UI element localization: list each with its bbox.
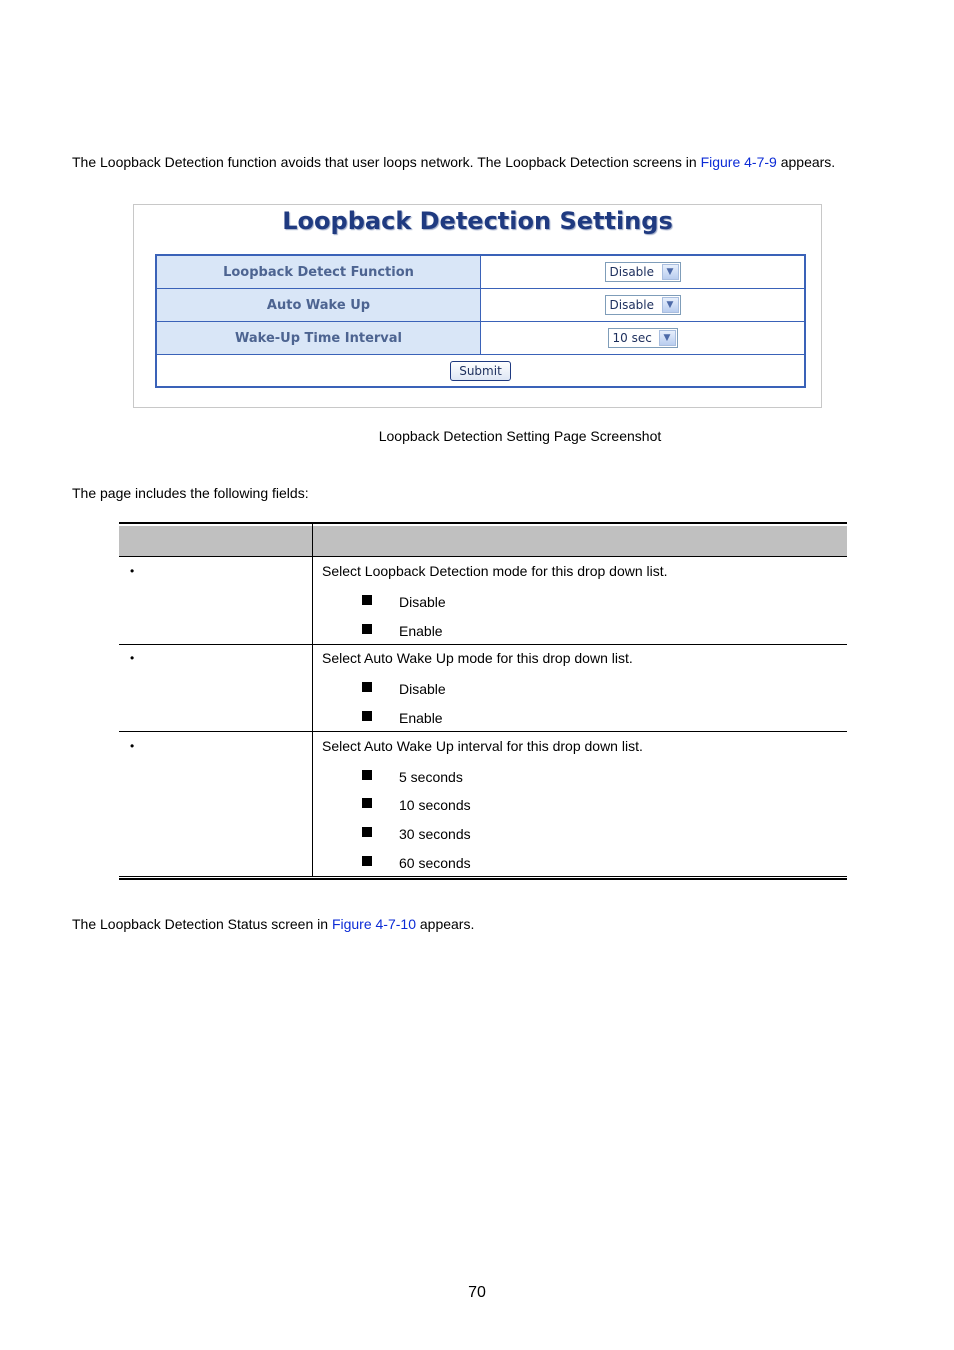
intro-text: The Loopback Detection function avoids that user loops network. The Loopback Detection screens in — [72, 154, 701, 170]
settings-row-auto-wake-up — [157, 289, 804, 322]
submit-button[interactable]: Submit — [450, 361, 511, 381]
square-bullet-icon — [362, 682, 372, 692]
select-value: Disable — [609, 298, 655, 312]
bullet-marker: • — [130, 564, 135, 578]
select-value: 10 sec — [612, 331, 652, 345]
outro-text: The Loopback Detection Status screen in — [72, 916, 332, 932]
table-bottom-rule — [119, 876, 847, 877]
intro-paragraph — [72, 154, 835, 170]
outro-text-end: appears. — [415, 916, 475, 932]
loopback-detect-select[interactable] — [605, 262, 681, 282]
select-value: Disable — [609, 265, 655, 279]
option-item: 60 seconds — [399, 855, 471, 871]
outro-paragraph — [72, 916, 474, 932]
settings-row-loopback-detect — [157, 256, 804, 289]
intro-text-end: appears. — [776, 154, 836, 170]
square-bullet-icon — [362, 827, 372, 837]
option-item: 10 seconds — [399, 797, 471, 813]
row-rule — [119, 731, 847, 732]
page-number: 70 — [468, 1284, 486, 1301]
field-description: Select Loopback Detection mode for this drop down list. — [322, 563, 668, 579]
column-divider — [312, 524, 313, 877]
square-bullet-icon — [362, 595, 372, 605]
field-description: Select Auto Wake Up interval for this drop down list. — [322, 738, 643, 754]
option-item: 5 seconds — [399, 769, 463, 785]
settings-table — [155, 254, 806, 388]
bullet-marker: • — [130, 651, 135, 665]
option-item: Enable — [399, 623, 443, 639]
square-bullet-icon — [362, 856, 372, 866]
submit-row — [157, 355, 804, 386]
header-rule — [119, 556, 847, 557]
figure-link[interactable]: Figure 4-7-10 — [331, 916, 416, 932]
setting-label: Auto Wake Up — [157, 289, 481, 321]
fields-intro: The page includes the following fields: — [72, 485, 309, 501]
row-rule — [119, 644, 847, 645]
auto-wake-up-select[interactable] — [605, 295, 681, 315]
chevron-down-icon: ▼ — [662, 297, 679, 313]
figure-link[interactable]: Figure 4-7-9 — [700, 154, 777, 170]
table-header — [119, 526, 847, 556]
option-item: Disable — [399, 681, 446, 697]
option-item: Enable — [399, 710, 443, 726]
fields-table — [119, 522, 847, 880]
chevron-down-icon: ▼ — [662, 264, 679, 280]
panel-title: Loopback Detection Settings — [282, 207, 673, 235]
setting-label: Wake-Up Time Interval — [157, 322, 481, 354]
option-item: 30 seconds — [399, 826, 471, 842]
bullet-marker: • — [130, 739, 135, 753]
square-bullet-icon — [362, 711, 372, 721]
table-top-rule — [119, 522, 847, 524]
table-bottom-rule — [119, 878, 847, 880]
settings-row-wake-up-interval — [157, 322, 804, 355]
figure-caption: Loopback Detection Setting Page Screenshot — [378, 428, 662, 444]
setting-label: Loopback Detect Function — [157, 256, 481, 288]
square-bullet-icon — [362, 798, 372, 808]
chevron-down-icon: ▼ — [659, 330, 676, 346]
square-bullet-icon — [362, 770, 372, 780]
settings-screenshot — [133, 204, 822, 408]
field-description: Select Auto Wake Up mode for this drop down list. — [322, 650, 633, 666]
square-bullet-icon — [362, 624, 372, 634]
option-item: Disable — [399, 594, 446, 610]
wake-up-interval-select[interactable] — [608, 328, 678, 348]
